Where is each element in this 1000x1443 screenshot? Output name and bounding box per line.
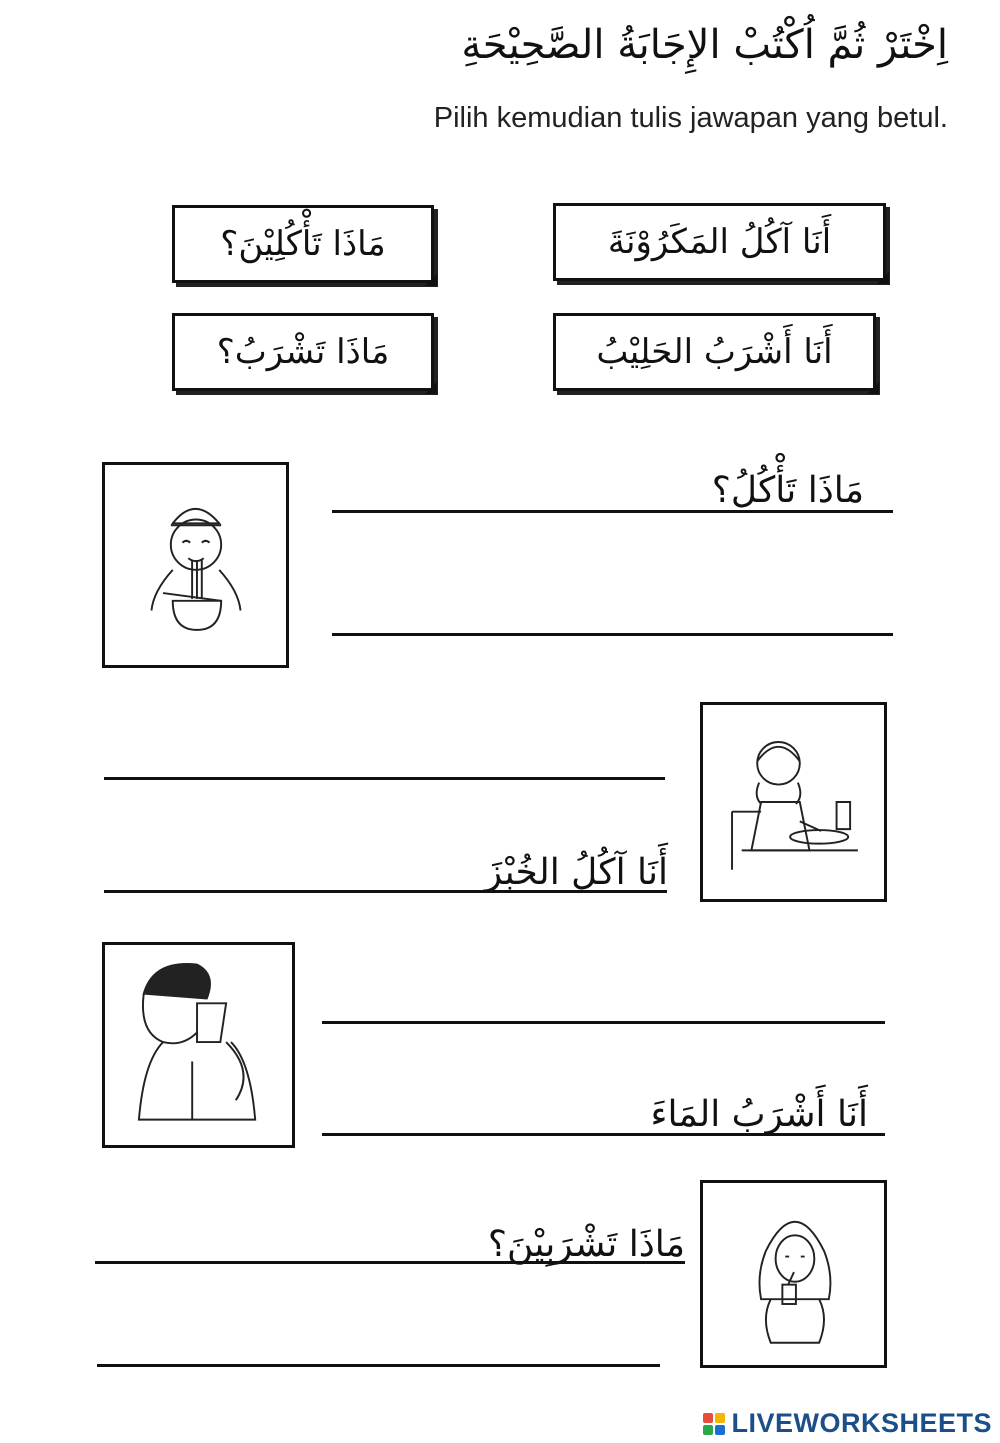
answer-line[interactable]: [332, 633, 893, 636]
given-sentence-3: أَنَا أَشْرَبُ المَاءَ: [650, 1094, 868, 1135]
liveworksheets-brand[interactable]: [703, 1408, 992, 1439]
answer-line[interactable]: [97, 1364, 660, 1367]
liveworksheets-logo-icon: [703, 1413, 725, 1435]
answer-line[interactable]: [104, 777, 665, 780]
answer-line[interactable]: [322, 1021, 885, 1024]
word-bank-tile-2-text: أَنَا آكُلُ المَكَرُوْنَةَ: [607, 222, 832, 262]
boy-eating-noodles-illustration: [105, 465, 286, 665]
word-bank-tile-4-text: أَنَا أَشْرَبُ الحَلِيْبُ: [596, 332, 833, 372]
word-bank-tile-4[interactable]: [553, 313, 876, 391]
given-sentence-4: مَاذَا تَشْرَبِيْنَ؟: [487, 1224, 685, 1265]
picture-boy-eating-noodles: [102, 462, 289, 668]
word-bank-tile-1[interactable]: [172, 205, 434, 283]
girl-eating-at-table-illustration: [703, 705, 884, 899]
liveworksheets-brand-text: LIVEWORKSHEETS: [731, 1408, 992, 1438]
picture-boy-drinking: [102, 942, 295, 1148]
word-bank-tile-2[interactable]: [553, 203, 886, 281]
word-bank-tile-3[interactable]: [172, 313, 434, 391]
given-sentence-1: مَاذَا تَأْكُلُ؟: [711, 470, 864, 511]
word-bank-tile-3-text: مَاذَا تَشْرَبُ؟: [216, 332, 390, 372]
girl-drinking-juice-illustration: [703, 1183, 884, 1365]
worksheet-instruction-malay: Pilih kemudian tulis jawapan yang betul.: [433, 102, 948, 134]
picture-girl-drinking-juice: [700, 1180, 887, 1368]
worksheet-title-arabic: اِخْتَرْ ثُمَّ اُكْتُبْ الإِجَابَةُ الصَّحِيْحَةِ: [461, 22, 948, 68]
word-bank-tile-1-text: مَاذَا تَأْكُلِيْنَ؟: [220, 224, 386, 264]
picture-girl-eating-at-table: [700, 702, 887, 902]
given-sentence-2: أَنَا آكُلُ الخُبْزَ: [484, 852, 668, 893]
boy-drinking-illustration: [105, 945, 292, 1145]
